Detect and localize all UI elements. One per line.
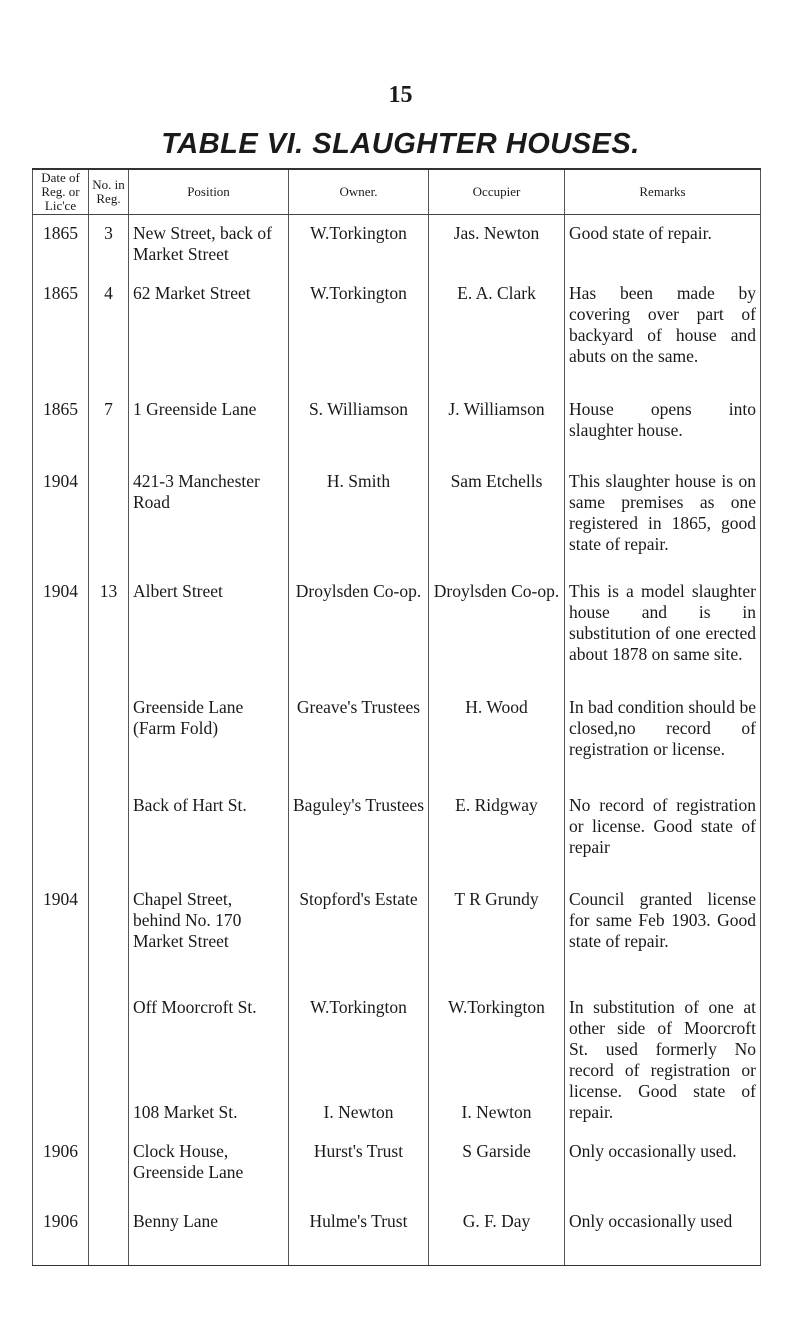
cell-no — [89, 787, 129, 881]
owner-primary: W.Torkington — [310, 997, 407, 1017]
cell-position: Chapel Street, behind No. 170 Market Street — [129, 881, 289, 989]
cell-position: Albert Street — [129, 573, 289, 689]
cell-remarks: Only occasionally used. — [565, 1133, 761, 1203]
header-remarks: Remarks — [565, 169, 761, 215]
table-title: TABLE VI. SLAUGHTER HOUSES. — [161, 128, 640, 160]
table-row — [33, 989, 761, 1133]
cell-remarks: Has been made by covering over part of backyard of house and abuts on the same. — [565, 275, 761, 391]
cell-owner: Hurst's Trust — [289, 1133, 429, 1203]
cell-occupier: E. A. Clark — [429, 275, 565, 391]
cell-occupier: G. F. Day — [429, 1203, 565, 1265]
table-row — [33, 573, 761, 689]
cell-no — [89, 463, 129, 573]
table-header-row — [33, 169, 761, 215]
cell-date — [33, 689, 89, 787]
owner-secondary: I. Newton — [323, 1102, 394, 1122]
cell-remarks: No record of registration or license. Good state of repair — [565, 787, 761, 881]
cell-owner: H. Smith — [289, 463, 429, 573]
header-occupier: Occupier — [429, 169, 565, 215]
cell-no — [89, 989, 129, 1133]
cell-position: 421-3 Manchester Road — [129, 463, 289, 573]
cell-occupier: Jas. Newton — [429, 215, 565, 276]
cell-no: 3 — [89, 215, 129, 276]
cell-owner: Greave's Trustees — [289, 689, 429, 787]
cell-position: Greenside Lane (Farm Fold) — [129, 689, 289, 787]
cell-date — [33, 787, 89, 881]
cell-owner — [289, 989, 429, 1133]
table-row — [33, 391, 761, 463]
cell-date: 1865 — [33, 275, 89, 391]
cell-position: 62 Market Street — [129, 275, 289, 391]
cell-no: 4 — [89, 275, 129, 391]
page-number: 15 — [388, 82, 413, 108]
cell-date: 1906 — [33, 1203, 89, 1265]
cell-occupier: Sam Etchells — [429, 463, 565, 573]
cell-occupier: S Garside — [429, 1133, 565, 1203]
cell-date: 1906 — [33, 1133, 89, 1203]
cell-owner: W.Torkington — [289, 275, 429, 391]
table-row — [33, 787, 761, 881]
cell-occupier: T R Grundy — [429, 881, 565, 989]
cell-date: 1904 — [33, 881, 89, 989]
cell-no — [89, 1133, 129, 1203]
cell-position — [129, 989, 289, 1133]
header-position: Position — [129, 169, 289, 215]
occupier-secondary: I. Newton — [461, 1102, 532, 1122]
table-row — [33, 1133, 761, 1203]
cell-owner: Stopford's Estate — [289, 881, 429, 989]
cell-owner: Droylsden Co-op. — [289, 573, 429, 689]
cell-no — [89, 689, 129, 787]
cell-owner: S. Williamson — [289, 391, 429, 463]
cell-position: Clock House, Greenside Lane — [129, 1133, 289, 1203]
cell-date: 1865 — [33, 215, 89, 276]
cell-remarks: This slaughter house is on same premises as one registered in 1865, good state of repair. — [565, 463, 761, 573]
cell-remarks: In bad condition should be closed,no record of registration or license. — [565, 689, 761, 787]
cell-date: 1904 — [33, 463, 89, 573]
cell-no — [89, 881, 129, 989]
header-no: No. in Reg. — [89, 169, 129, 215]
table-row — [33, 215, 761, 276]
cell-no: 13 — [89, 573, 129, 689]
table-row — [33, 463, 761, 573]
cell-remarks: Council granted license for same Feb 1903. Good state of repair. — [565, 881, 761, 989]
cell-remarks: House opens into slaughter house. — [565, 391, 761, 463]
cell-remarks: Good state of repair. — [565, 215, 761, 276]
cell-no: 7 — [89, 391, 129, 463]
cell-occupier: Droylsden Co-op. — [429, 573, 565, 689]
cell-owner: Baguley's Trustees — [289, 787, 429, 881]
cell-remarks: In substitution of one at other side of Moorcroft St. used formerly No record of registration or license. Good state of repair. — [565, 989, 761, 1133]
cell-no — [89, 1203, 129, 1265]
occupier-primary: W.Torkington — [448, 997, 545, 1017]
cell-position: 1 Greenside Lane — [129, 391, 289, 463]
table-row — [33, 689, 761, 787]
position-secondary: 108 Market St. — [133, 1102, 238, 1122]
cell-owner: Hulme's Trust — [289, 1203, 429, 1265]
cell-occupier: H. Wood — [429, 689, 565, 787]
cell-remarks: Only occasionally used — [565, 1203, 761, 1265]
cell-date: 1865 — [33, 391, 89, 463]
cell-occupier — [429, 989, 565, 1133]
cell-remarks: This is a model slaughter house and is in substitution of one erected about 1878 on same site. — [565, 573, 761, 689]
slaughter-houses-table — [32, 168, 761, 1266]
position-primary: Off Moorcroft St. — [133, 997, 257, 1017]
table-row — [33, 881, 761, 989]
table-row — [33, 1203, 761, 1265]
cell-date — [33, 989, 89, 1133]
cell-position: New Street, back of Market Street — [129, 215, 289, 276]
cell-owner: W.Torkington — [289, 215, 429, 276]
slaughter-houses-table-wrap — [32, 168, 760, 1268]
cell-occupier: J. Williamson — [429, 391, 565, 463]
cell-occupier: E. Ridgway — [429, 787, 565, 881]
cell-position: Benny Lane — [129, 1203, 289, 1265]
table-row — [33, 275, 761, 391]
cell-date: 1904 — [33, 573, 89, 689]
cell-position: Back of Hart St. — [129, 787, 289, 881]
header-date: Date of Reg. or Lic'ce — [33, 169, 89, 215]
header-owner: Owner. — [289, 169, 429, 215]
